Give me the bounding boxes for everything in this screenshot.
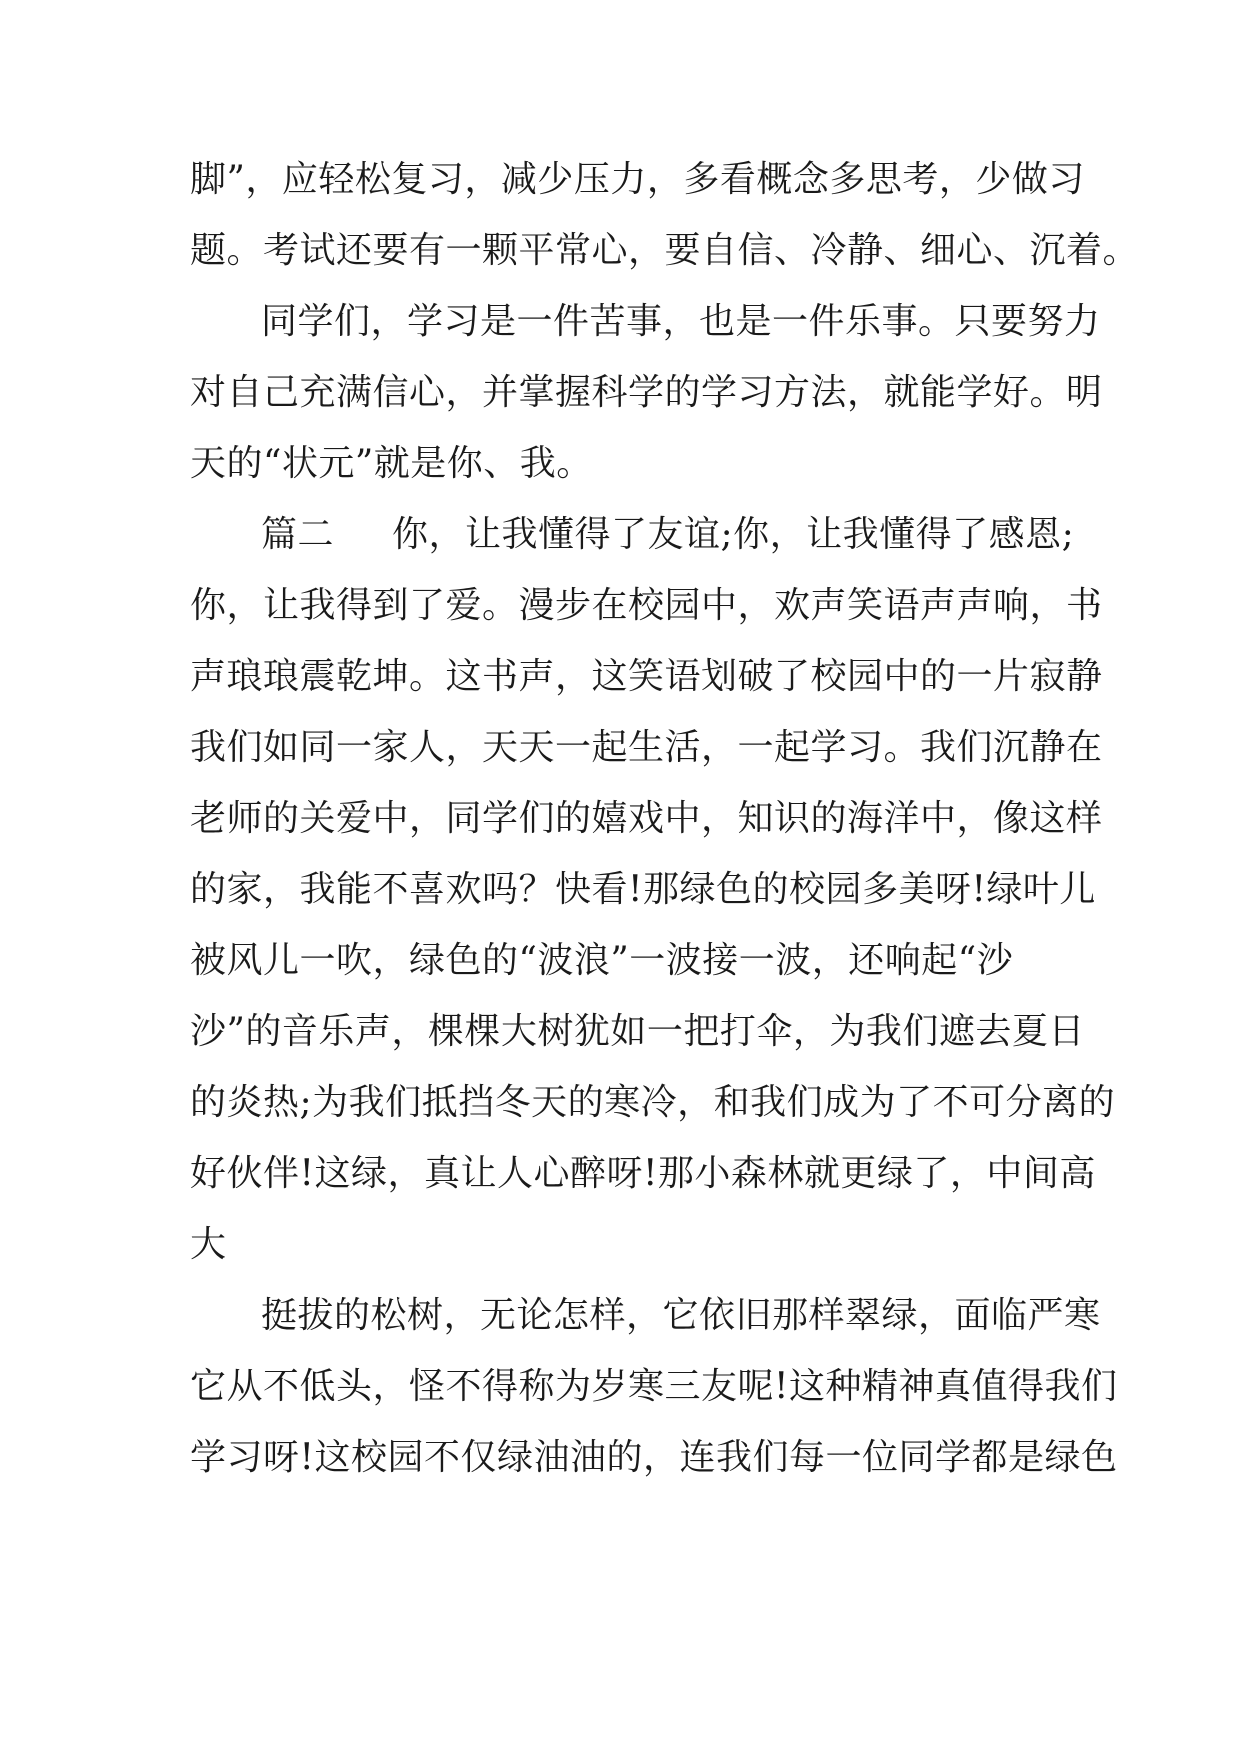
text-line: 脚”，应轻松复习，减少压力，多看概念多思考，少做习 — [190, 159, 1085, 200]
text-line: 天的“状元”就是你、我。 — [190, 443, 593, 484]
text-line: 被风儿一吹，绿色的“波浪”一波接一波，还响起“沙 — [190, 940, 1014, 981]
text-line: 的炎热;为我们抵挡冬天的寒冷，和我们成为了不可分离的 — [190, 1082, 1116, 1123]
text-line: 好伙伴!这绿，真让人心醉呀!那小森林就更绿了，中间高 — [190, 1153, 1096, 1194]
text-line: 对自己充满信心，并掌握科学的学习方法，就能学好。明 — [190, 372, 1103, 413]
text-line: 大 — [190, 1224, 227, 1265]
text-line: 老师的关爱中，同学们的嬉戏中，知识的海洋中，像这样 — [190, 798, 1103, 839]
text-line: 的家，我能不喜欢吗？快看!那绿色的校园多美呀!绿叶儿 — [190, 869, 1096, 910]
text-line: 你，让我得到了爱。漫步在校园中，欢声笑语声声响，书 — [190, 585, 1103, 626]
paragraph-start-line: 同学们，学习是一件苦事，也是一件乐事。只要努力 — [261, 301, 1101, 342]
text-line: 声琅琅震乾坤。这书声，这笑语划破了校园中的一片寂静 — [190, 656, 1103, 697]
text-line: 学习呀!这校园不仅绿油油的，连我们每一位同学都是绿色 — [190, 1437, 1118, 1478]
text-line: 它从不低头，怪不得称为岁寒三友呢!这种精神真值得我们 — [190, 1366, 1118, 1407]
section-first-line: 你，让我懂得了友谊;你，让我懂得了感恩; — [392, 514, 1075, 555]
section-heading-line — [261, 513, 1075, 557]
section-label: 篇二 — [261, 514, 335, 555]
text-line: 题。考试还要有一颗平常心，要自信、冷静、细心、沉着。 — [190, 230, 1140, 271]
paragraph-start-line: 挺拔的松树，无论怎样，它依旧那样翠绿，面临严寒 — [261, 1295, 1101, 1336]
text-line: 我们如同一家人，天天一起生活，一起学习。我们沉静在 — [190, 727, 1103, 768]
text-line: 沙”的音乐声，棵棵大树犹如一把打伞，为我们遮去夏日 — [190, 1011, 1085, 1052]
